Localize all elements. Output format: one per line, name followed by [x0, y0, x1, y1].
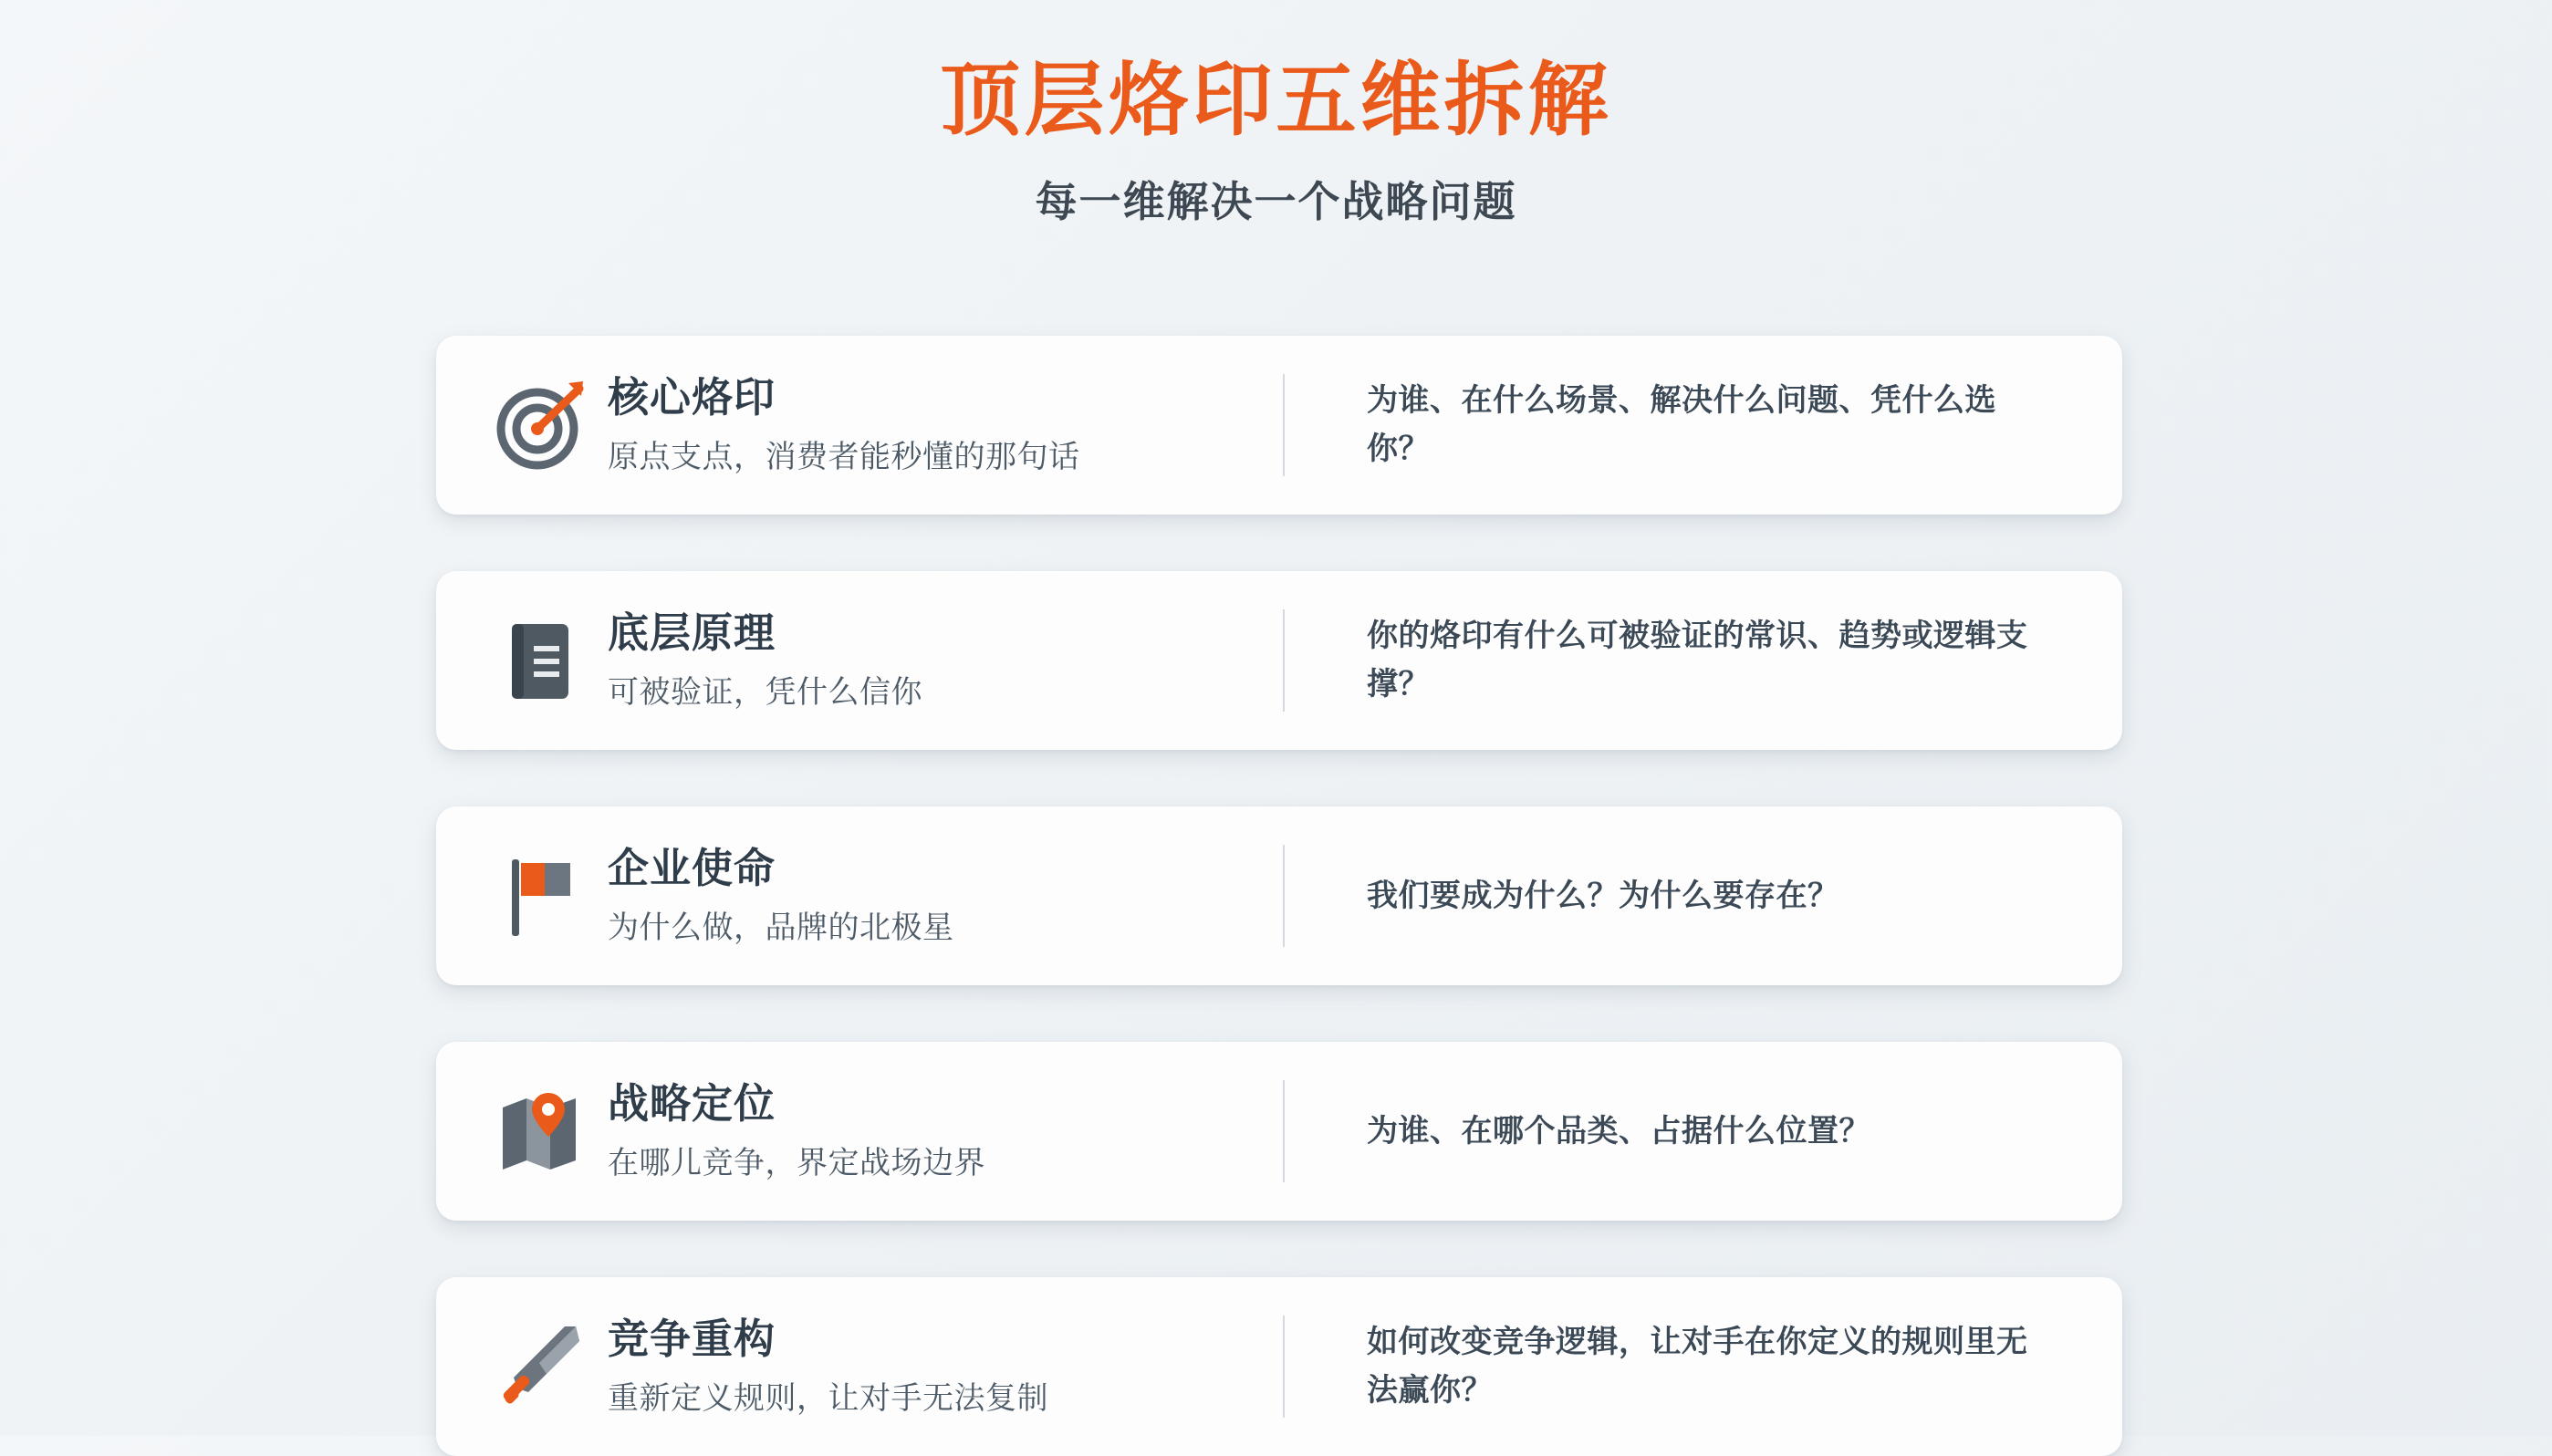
target-dart-icon	[487, 371, 595, 479]
map-pin-icon	[487, 1077, 595, 1185]
card-divider	[1283, 609, 1285, 712]
row-wrap-3	[436, 806, 2122, 985]
card-divider	[1283, 1080, 1285, 1182]
dimension-title: 企业使命	[608, 844, 776, 891]
dimension-title: 核心烙印	[608, 373, 776, 421]
dimension-question: 如何改变竞争逻辑，让对手在你定义的规则里无法赢你？	[1367, 1325, 2028, 1408]
header	[0, 0, 2552, 229]
dimension-question: 为谁、在什么场景、解决什么问题、凭什么选你？	[1367, 383, 1996, 466]
row-wrap-5	[436, 1277, 2122, 1456]
flag-icon	[487, 842, 595, 950]
dimension-text	[595, 844, 1283, 948]
dimension-card[interactable]	[436, 806, 2122, 985]
dimension-question: 我们要成为什么？为什么要存在？	[1367, 878, 1839, 913]
dimension-text	[595, 373, 1283, 477]
dimension-subtitle: 可被验证，凭什么信你	[608, 674, 922, 710]
dimension-card[interactable]	[436, 336, 2122, 515]
dimension-title: 底层原理	[608, 608, 776, 656]
dimension-title: 竞争重构	[608, 1315, 776, 1362]
row-wrap-4	[436, 1042, 2122, 1221]
card-divider	[1283, 1316, 1285, 1418]
dimension-question: 为谁、在哪个品类、占据什么位置？	[1367, 1113, 1870, 1149]
page-subtitle: 每一维解决一个战略问题	[1035, 177, 1517, 225]
dimension-subtitle: 重新定义规则，让对手无法复制	[608, 1380, 1048, 1416]
dimension-text	[595, 1315, 1283, 1419]
card-divider	[1283, 845, 1285, 947]
page-title: 顶层烙印五维拆解	[940, 55, 1612, 145]
dimension-card[interactable]	[436, 571, 2122, 750]
book-icon	[487, 607, 595, 714]
row-wrap-2	[436, 571, 2122, 750]
dimension-list	[436, 336, 2122, 1456]
card-divider	[1283, 374, 1285, 476]
dimension-text	[595, 1079, 1283, 1183]
row-wrap-1	[436, 336, 2122, 515]
dimension-subtitle: 为什么做，品牌的北极星	[608, 910, 954, 945]
dimension-card[interactable]	[436, 1042, 2122, 1221]
dimension-subtitle: 原点支点，消费者能秒懂的那句话	[608, 439, 1080, 474]
dimension-title: 战略定位	[608, 1079, 776, 1127]
dimension-card[interactable]	[436, 1277, 2122, 1456]
sword-icon	[487, 1313, 595, 1420]
dimension-text	[595, 608, 1283, 712]
dimension-question: 你的烙印有什么可被验证的常识、趋势或逻辑支撑？	[1367, 619, 2028, 702]
dimension-subtitle: 在哪儿竞争，界定战场边界	[608, 1145, 985, 1180]
